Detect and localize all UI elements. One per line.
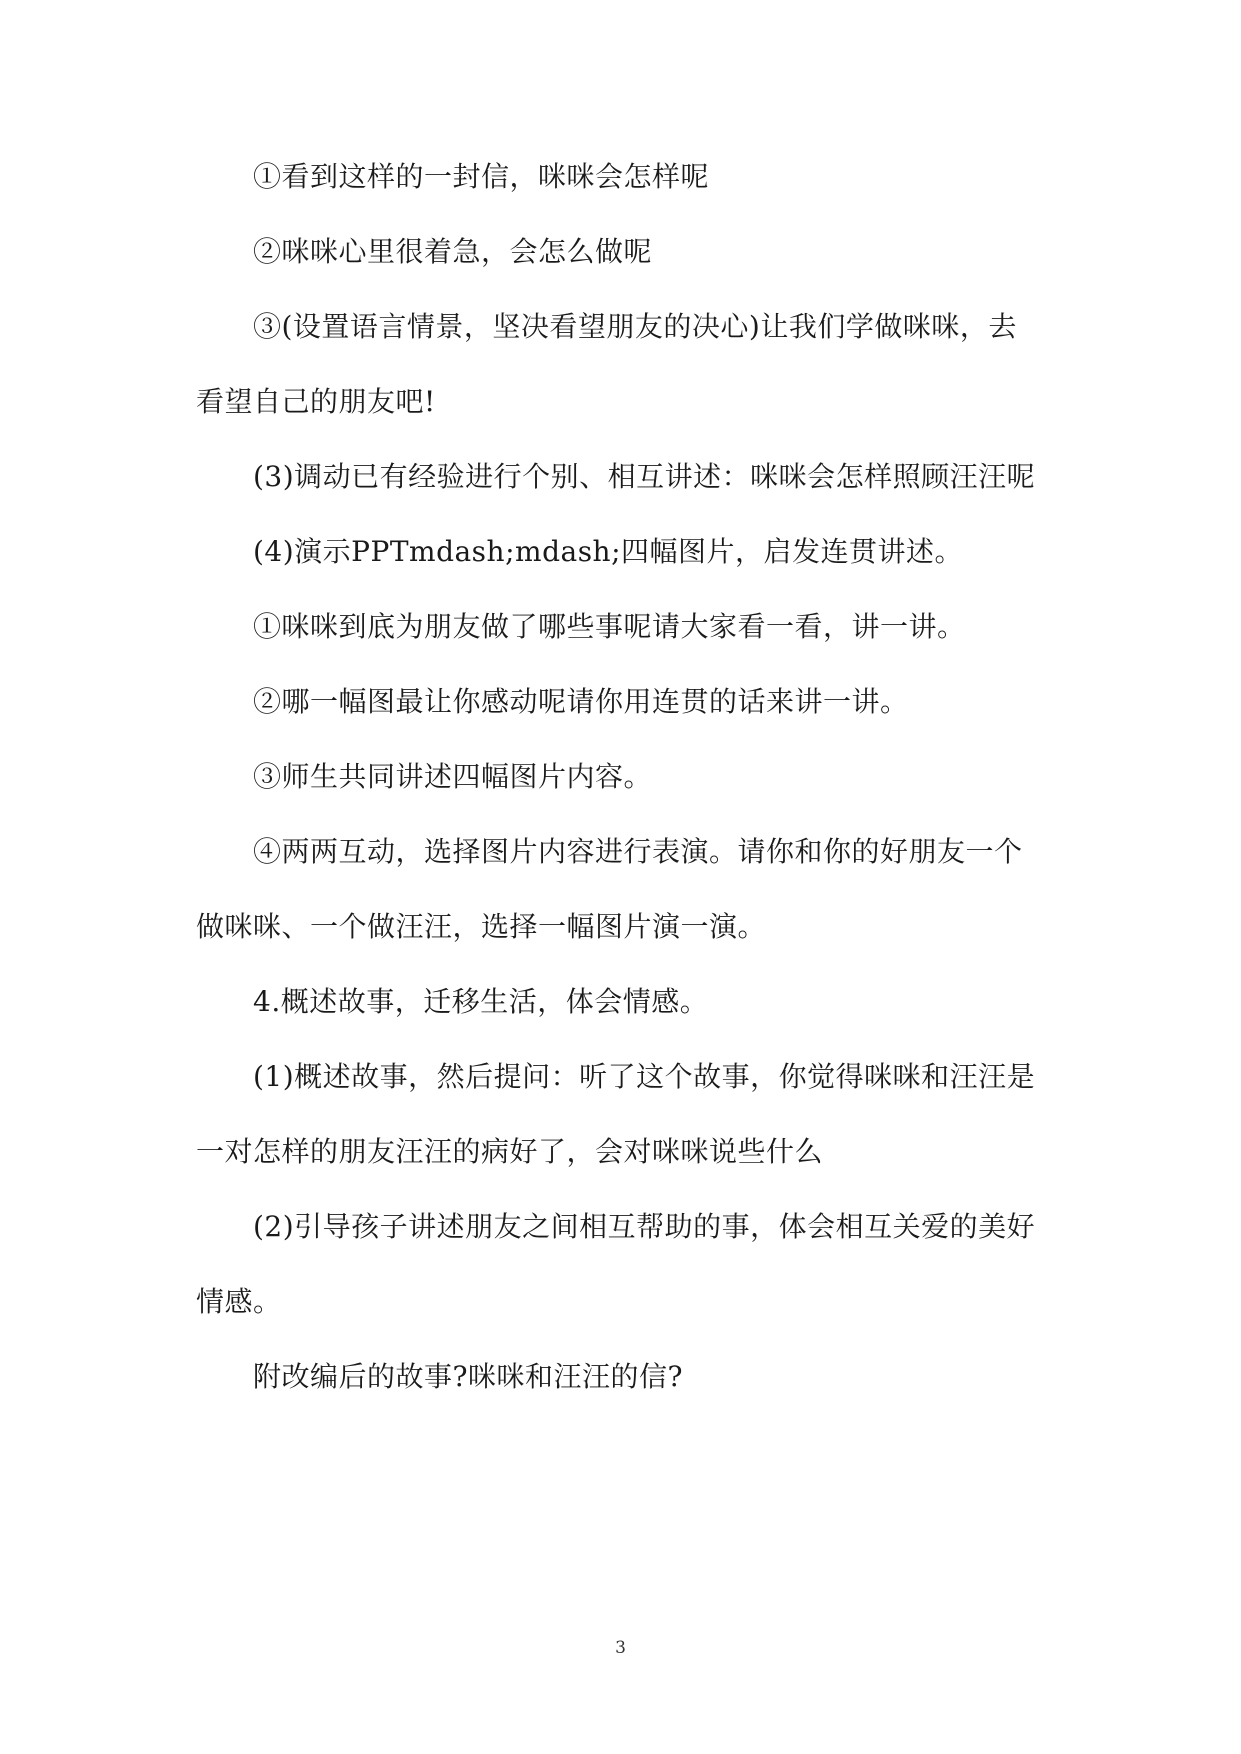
paragraph-line: (4)演示PPTmdash;mdash;四幅图片，启发连贯讲述。 — [253, 535, 964, 568]
paragraph-line: ③师生共同讲述四幅图片内容。 — [253, 760, 653, 793]
paragraph-line: 情感。 — [196, 1285, 282, 1318]
section-heading: 4.概述故事，迁移生活，体会情感。 — [253, 985, 709, 1018]
paragraph-line: (3)调动已有经验进行个别、相互讲述：咪咪会怎样照顾汪汪呢 — [253, 460, 1036, 493]
paragraph-line: ①看到这样的一封信，咪咪会怎样呢 — [253, 160, 710, 193]
paragraph-line: (1)概述故事，然后提问：听了这个故事，你觉得咪咪和汪汪是 — [253, 1060, 1036, 1093]
paragraph-line: 一对怎样的朋友汪汪的病好了，会对咪咪说些什么 — [196, 1135, 824, 1168]
paragraph-line: ①咪咪到底为朋友做了哪些事呢请大家看一看，讲一讲。 — [253, 610, 966, 643]
paragraph-line: ②哪一幅图最让你感动呢请你用连贯的话来讲一讲。 — [253, 685, 909, 718]
paragraph-line: 做咪咪、一个做汪汪，选择一幅图片演一演。 — [196, 910, 767, 943]
paragraph-line: ④两两互动，选择图片内容进行表演。请你和你的好朋友一个 — [253, 835, 1023, 868]
paragraph-line: (2)引导孩子讲述朋友之间相互帮助的事，体会相互关爱的美好 — [253, 1210, 1036, 1243]
paragraph-line: ③(设置语言情景，坚决看望朋友的决心)让我们学做咪咪，去 — [253, 310, 1017, 343]
paragraph-line: ②咪咪心里很着急，会怎么做呢 — [253, 235, 653, 268]
page-number: 3 — [615, 1638, 626, 1658]
paragraph-line: 附改编后的故事?咪咪和汪汪的信? — [253, 1360, 684, 1393]
paragraph-line: 看望自己的朋友吧! — [196, 385, 436, 418]
